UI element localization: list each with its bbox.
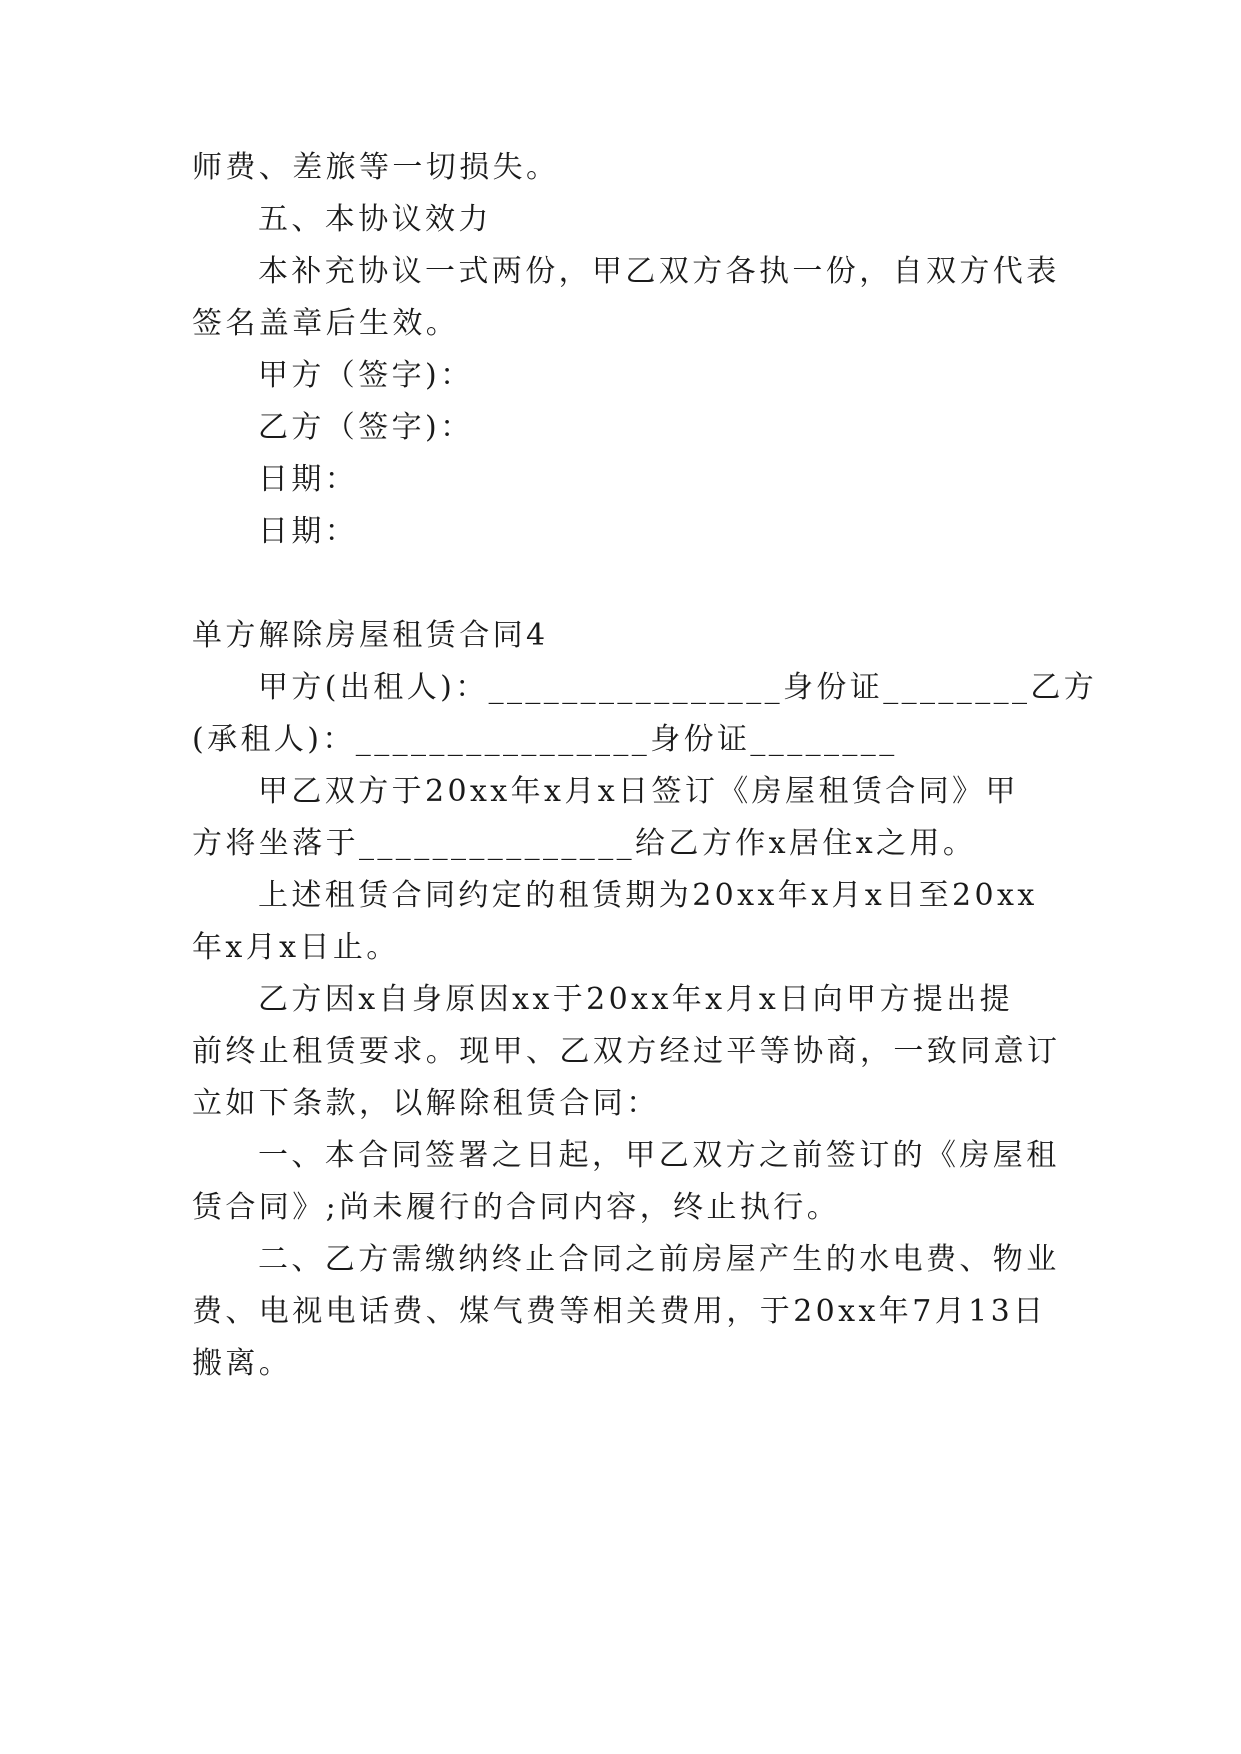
- paragraph-line: 一、本合同签署之日起，甲乙双方之前签订的《房屋租: [258, 1138, 1060, 1173]
- paragraph-line: 搬离。: [192, 1346, 293, 1381]
- paragraph-line: 立如下条款，以解除租赁合同：: [192, 1086, 660, 1121]
- paragraph-line: 赁合同》;尚未履行的合同内容，终止执行。: [192, 1190, 841, 1225]
- paragraph-line: 费、电视电话费、煤气费等相关费用，于20xx年7月13日: [192, 1294, 1047, 1329]
- section-heading: 五、本协议效力: [258, 202, 492, 237]
- paragraph-line: 师费、差旅等一切损失。: [192, 150, 560, 185]
- paragraph-line: 甲乙双方于20xx年x月x日签订《房屋租赁合同》甲: [258, 774, 1019, 809]
- paragraph-line: 二、乙方需缴纳终止合同之前房屋产生的水电费、物业: [258, 1242, 1060, 1277]
- signature-line: 甲方（签字)：: [258, 358, 474, 393]
- paragraph-line: 甲方(出租人)：________________身份证________乙方: [258, 670, 1098, 705]
- signature-line: 乙方（签字)：: [258, 410, 474, 445]
- document-title: 单方解除房屋租赁合同4: [192, 618, 549, 653]
- paragraph-line: 签名盖章后生效。: [192, 306, 460, 341]
- paragraph-line: (承租人)：________________身份证________: [192, 722, 898, 757]
- paragraph-line: 本补充协议一式两份，甲乙双方各执一份，自双方代表: [258, 254, 1060, 289]
- paragraph-line: 年x月x日止。: [192, 930, 400, 965]
- paragraph-line: 方将坐落于_______________给乙方作x居住x之用。: [192, 826, 977, 861]
- date-line: 日期：: [258, 462, 359, 497]
- paragraph-line: 前终止租赁要求。现甲、乙双方经过平等协商，一致同意订: [192, 1034, 1061, 1069]
- date-line: 日期：: [258, 514, 359, 549]
- paragraph-line: 乙方因x自身原因xx于20xx年x月x日向甲方提出提: [258, 982, 1014, 1017]
- paragraph-line: 上述租赁合同约定的租赁期为20xx年x月x日至20xx: [258, 878, 1038, 913]
